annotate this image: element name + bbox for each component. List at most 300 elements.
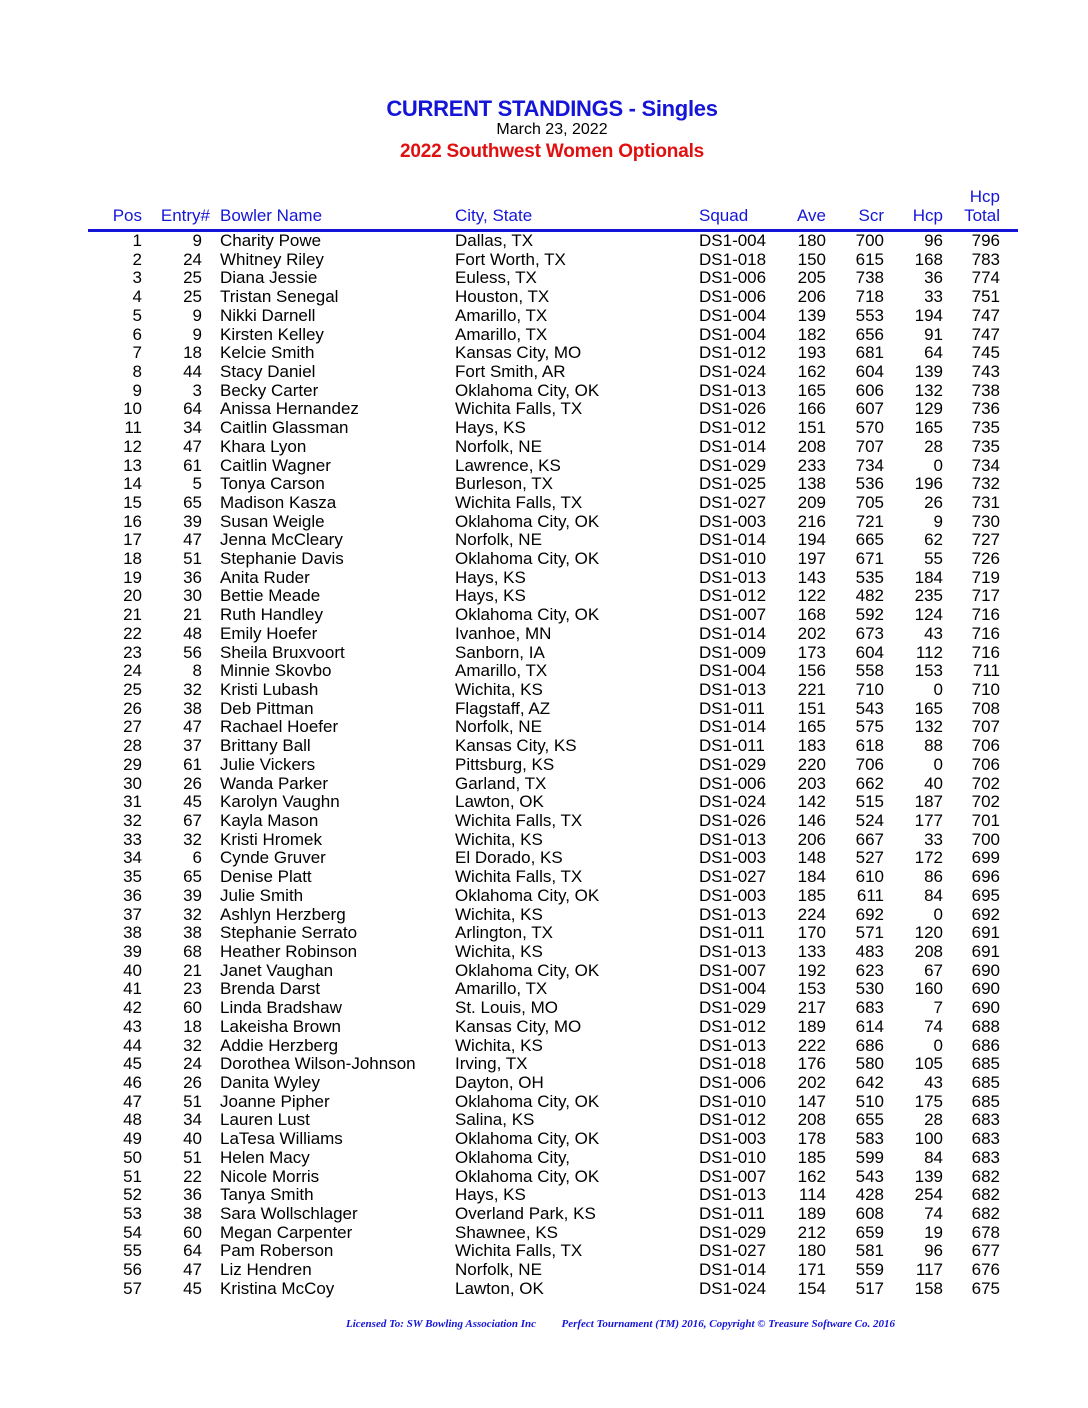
cell-bowler-name: Stephanie Davis	[220, 549, 344, 569]
cell-pos: 17	[123, 530, 142, 550]
cell-entry: 36	[183, 1185, 202, 1205]
cell-scr: 665	[855, 530, 884, 550]
cell-pos: 8	[132, 361, 142, 381]
cell-pos: 30	[123, 773, 142, 793]
table-row	[0, 1092, 1088, 1111]
cell-city-state: Oklahoma City, OK	[455, 1166, 600, 1186]
cell-bowler-name: Nicole Morris	[220, 1166, 320, 1186]
cell-pos: 21	[123, 605, 142, 625]
table-row	[0, 717, 1088, 736]
col-header-squad: Squad	[699, 206, 749, 225]
cell-bowler-name: Wanda Parker	[220, 773, 329, 793]
cell-entry: 39	[183, 511, 202, 531]
cell-entry: 45	[183, 1278, 202, 1298]
cell-city-state: Hays, KS	[455, 418, 526, 438]
cell-scr: 580	[855, 1054, 884, 1074]
cell-hcp-total: 688	[971, 1016, 1000, 1036]
cell-ave: 151	[797, 418, 826, 438]
cell-scr: 671	[855, 549, 884, 569]
cell-hcp-total: 716	[971, 605, 1000, 625]
cell-squad: DS1-010	[699, 549, 767, 569]
cell-scr: 517	[855, 1278, 884, 1298]
cell-hcp-total: 710	[971, 680, 1000, 700]
cell-hcp-total: 719	[971, 567, 1000, 587]
cell-ave: 206	[797, 287, 826, 307]
cell-hcp-total: 730	[971, 511, 1000, 531]
cell-pos: 22	[123, 623, 142, 643]
cell-ave: 189	[797, 1203, 826, 1223]
cell-squad: DS1-026	[699, 399, 767, 419]
cell-hcp: 112	[915, 642, 943, 662]
cell-entry: 32	[183, 1035, 202, 1055]
cell-scr: 686	[855, 1035, 884, 1055]
cell-hcp: 43	[924, 623, 943, 643]
cell-entry: 39	[183, 885, 202, 905]
cell-city-state: Kansas City, MO	[455, 1016, 582, 1036]
table-row	[0, 774, 1088, 793]
cell-squad: DS1-029	[699, 1222, 767, 1242]
cell-squad: DS1-025	[699, 474, 767, 494]
table-row	[0, 1054, 1088, 1073]
cell-squad: DS1-009	[699, 642, 767, 662]
cell-entry: 65	[183, 492, 202, 512]
table-row	[0, 811, 1088, 830]
cell-hcp-total: 708	[971, 698, 1000, 718]
cell-pos: 51	[123, 1166, 142, 1186]
table-row	[0, 493, 1088, 512]
cell-bowler-name: Linda Bradshaw	[220, 998, 342, 1018]
cell-hcp-total: 783	[971, 249, 1000, 269]
table-row	[0, 343, 1088, 362]
cell-ave: 150	[797, 249, 826, 269]
cell-squad: DS1-026	[699, 811, 767, 830]
cell-hcp-total: 676	[971, 1260, 1000, 1280]
cell-hcp-total: 717	[971, 586, 1000, 606]
cell-squad: DS1-014	[699, 717, 767, 737]
table-row	[0, 605, 1088, 624]
cell-city-state: Norfolk, NE	[455, 436, 542, 456]
table-row	[0, 848, 1088, 867]
cell-hcp-total: 692	[971, 904, 1000, 924]
cell-bowler-name: Denise Platt	[220, 867, 312, 887]
cell-entry: 60	[183, 998, 202, 1018]
cell-squad: DS1-010	[699, 1147, 767, 1167]
cell-city-state: Wichita Falls, TX	[455, 492, 583, 512]
cell-hcp: 67	[924, 960, 943, 980]
cell-hcp: 55	[924, 549, 943, 569]
cell-ave: 206	[797, 829, 826, 849]
cell-city-state: Oklahoma City, OK	[455, 605, 600, 625]
cell-scr: 583	[855, 1129, 884, 1149]
cell-city-state: Houston, TX	[455, 287, 550, 307]
cell-hcp: 88	[924, 736, 943, 756]
cell-ave: 221	[797, 680, 826, 700]
cell-city-state: Sanborn, IA	[455, 642, 545, 662]
footer	[346, 1318, 895, 1330]
cell-squad: DS1-003	[699, 1129, 767, 1149]
cell-bowler-name: Karolyn Vaughn	[220, 792, 340, 812]
cell-squad: DS1-004	[699, 305, 767, 325]
cell-bowler-name: Julie Smith	[220, 885, 304, 905]
cell-scr: 718	[855, 287, 884, 307]
cell-bowler-name: Liz Hendren	[220, 1260, 312, 1280]
cell-pos: 2	[132, 249, 142, 269]
cell-pos: 42	[123, 998, 142, 1018]
cell-squad: DS1-013	[699, 380, 767, 400]
cell-scr: 530	[855, 979, 884, 999]
table-row	[0, 998, 1088, 1017]
cell-scr: 553	[855, 305, 884, 325]
cell-pos: 36	[123, 885, 142, 905]
cell-hcp: 139	[914, 1166, 943, 1186]
cell-scr: 721	[855, 511, 884, 531]
cell-city-state: Garland, TX	[455, 773, 547, 793]
cell-entry: 61	[183, 455, 202, 475]
cell-entry: 8	[192, 661, 202, 681]
cell-ave: 193	[797, 343, 826, 363]
cell-city-state: Oklahoma City, OK	[455, 549, 600, 569]
table-row	[0, 886, 1088, 905]
cell-ave: 166	[797, 399, 826, 419]
cell-hcp-total: 796	[971, 231, 1000, 250]
cell-pos: 10	[123, 399, 142, 419]
cell-scr: 558	[855, 661, 884, 681]
cell-pos: 3	[132, 268, 142, 288]
cell-entry: 18	[183, 1016, 202, 1036]
cell-ave: 171	[797, 1260, 826, 1280]
cell-bowler-name: Madison Kasza	[220, 492, 337, 512]
cell-entry: 64	[183, 1241, 202, 1261]
cell-hcp-total: 690	[971, 998, 1000, 1018]
cell-squad: DS1-029	[699, 998, 767, 1018]
cell-hcp-total: 734	[971, 455, 1000, 475]
cell-hcp-total: 683	[971, 1129, 1000, 1149]
cell-city-state: Lawrence, KS	[455, 455, 561, 475]
cell-hcp: 91	[924, 324, 943, 344]
cell-hcp-total: 699	[971, 848, 1000, 868]
cell-hcp: 165	[914, 698, 943, 718]
table-row	[0, 792, 1088, 811]
cell-pos: 55	[123, 1241, 142, 1261]
cell-bowler-name: Lauren Lust	[220, 1110, 310, 1130]
cell-entry: 22	[183, 1166, 202, 1186]
cell-city-state: Wichita, KS	[455, 941, 543, 961]
cell-squad: DS1-027	[699, 1241, 767, 1261]
footer-copyright: Perfect Tournament (TM) 2016, Copyright © Treasure Software Co. 2016	[561, 1318, 895, 1330]
table-row	[0, 287, 1088, 306]
cell-ave: 148	[797, 848, 826, 868]
cell-scr: 700	[855, 231, 884, 250]
cell-pos: 6	[132, 324, 142, 344]
cell-bowler-name: Nikki Darnell	[220, 305, 316, 325]
cell-scr: 592	[855, 605, 884, 625]
cell-squad: DS1-011	[699, 736, 765, 756]
cell-bowler-name: Danita Wyley	[220, 1072, 320, 1092]
cell-scr: 606	[855, 380, 884, 400]
cell-ave: 168	[797, 605, 826, 625]
cell-scr: 483	[855, 941, 884, 961]
cell-hcp-total: 735	[971, 436, 1000, 456]
cell-squad: DS1-029	[699, 455, 767, 475]
table-row	[0, 586, 1088, 605]
cell-bowler-name: Bettie Meade	[220, 586, 321, 606]
cell-hcp: 28	[924, 436, 943, 456]
cell-ave: 146	[797, 811, 826, 830]
table-row	[0, 306, 1088, 325]
col-header-pos: Pos	[112, 206, 142, 225]
table-row	[0, 624, 1088, 643]
cell-bowler-name: Helen Macy	[220, 1147, 310, 1167]
table-row	[0, 1279, 1088, 1298]
cell-city-state: Hays, KS	[455, 1185, 526, 1205]
cell-pos: 47	[123, 1091, 142, 1111]
cell-pos: 56	[123, 1260, 142, 1280]
cell-entry: 38	[183, 698, 202, 718]
cell-ave: 182	[797, 324, 826, 344]
cell-squad: DS1-007	[699, 1166, 767, 1186]
cell-scr: 673	[855, 623, 884, 643]
cell-ave: 205	[797, 268, 826, 288]
cell-entry: 51	[183, 549, 202, 569]
cell-scr: 667	[855, 829, 884, 849]
cell-hcp: 172	[914, 848, 943, 868]
cell-city-state: Wichita, KS	[455, 904, 543, 924]
cell-squad: DS1-006	[699, 268, 767, 288]
table-row	[0, 680, 1088, 699]
cell-hcp: 40	[924, 773, 943, 793]
cell-scr: 510	[855, 1091, 884, 1111]
cell-hcp-total: 735	[971, 418, 1000, 438]
cell-ave: 176	[797, 1054, 826, 1074]
table-row	[0, 699, 1088, 718]
cell-city-state: Oklahoma City, OK	[455, 380, 600, 400]
cell-squad: DS1-012	[699, 586, 767, 606]
cell-hcp-total: 695	[971, 885, 1000, 905]
table-row	[0, 942, 1088, 961]
cell-city-state: Amarillo, TX	[455, 305, 548, 325]
cell-hcp: 105	[914, 1054, 943, 1074]
cell-hcp: 235	[914, 586, 943, 606]
cell-city-state: Oklahoma City, OK	[455, 1129, 600, 1149]
cell-bowler-name: Kristi Lubash	[220, 680, 319, 700]
col-header-hcp-total-top: Hcp	[969, 187, 1000, 206]
cell-ave: 165	[797, 380, 826, 400]
cell-city-state: Wichita, KS	[455, 680, 543, 700]
cell-entry: 51	[183, 1091, 202, 1111]
cell-ave: 151	[797, 698, 826, 718]
table-row	[0, 362, 1088, 381]
cell-scr: 734	[855, 455, 884, 475]
cell-hcp: 0	[933, 455, 943, 475]
cell-squad: DS1-007	[699, 605, 767, 625]
cell-hcp-total: 677	[971, 1241, 1000, 1261]
cell-hcp: 0	[933, 680, 943, 700]
cell-city-state: Dayton, OH	[455, 1072, 544, 1092]
cell-ave: 202	[797, 623, 826, 643]
cell-scr: 656	[855, 324, 884, 344]
cell-city-state: Amarillo, TX	[455, 324, 548, 344]
cell-hcp-total: 685	[971, 1091, 1000, 1111]
cell-squad: DS1-027	[699, 492, 767, 512]
cell-bowler-name: Kayla Mason	[220, 811, 319, 830]
cell-entry: 23	[183, 979, 202, 999]
table-row	[0, 867, 1088, 886]
cell-hcp: 96	[924, 1241, 943, 1261]
cell-hcp-total: 701	[971, 811, 1000, 830]
cell-entry: 26	[183, 1072, 202, 1092]
cell-city-state: Norfolk, NE	[455, 530, 542, 550]
cell-squad: DS1-004	[699, 661, 767, 681]
cell-ave: 162	[797, 361, 826, 381]
cell-entry: 67	[183, 811, 202, 830]
table-row	[0, 456, 1088, 475]
cell-squad: DS1-012	[699, 418, 767, 438]
cell-hcp: 208	[914, 941, 943, 961]
cell-hcp-total: 747	[971, 305, 1000, 325]
table-row	[0, 961, 1088, 980]
cell-hcp-total: 691	[971, 923, 1000, 943]
cell-scr: 607	[855, 399, 884, 419]
cell-squad: DS1-006	[699, 287, 767, 307]
cell-hcp-total: 747	[971, 324, 1000, 344]
cell-hcp: 64	[924, 343, 943, 363]
cell-entry: 5	[192, 474, 202, 494]
cell-hcp-total: 774	[971, 268, 1000, 288]
cell-entry: 47	[183, 436, 202, 456]
table-row	[0, 923, 1088, 942]
cell-entry: 60	[183, 1222, 202, 1242]
cell-scr: 543	[855, 1166, 884, 1186]
cell-hcp-total: 685	[971, 1072, 1000, 1092]
cell-ave: 122	[797, 586, 826, 606]
cell-squad: DS1-013	[699, 904, 767, 924]
cell-hcp: 62	[924, 530, 943, 550]
cell-ave: 184	[797, 867, 826, 887]
cell-entry: 3	[192, 380, 202, 400]
cell-bowler-name: LaTesa Williams	[220, 1129, 343, 1149]
cell-scr: 707	[855, 436, 884, 456]
cell-entry: 36	[183, 567, 202, 587]
cell-entry: 21	[183, 960, 202, 980]
cell-ave: 189	[797, 1016, 826, 1036]
cell-pos: 26	[123, 698, 142, 718]
cell-pos: 5	[132, 305, 142, 325]
cell-scr: 524	[855, 811, 884, 830]
table-row	[0, 549, 1088, 568]
cell-city-state: Wichita, KS	[455, 829, 543, 849]
cell-entry: 18	[183, 343, 202, 363]
cell-city-state: Wichita Falls, TX	[455, 811, 583, 830]
cell-city-state: Amarillo, TX	[455, 661, 548, 681]
cell-ave: 197	[797, 549, 826, 569]
cell-hcp: 168	[914, 249, 943, 269]
cell-hcp: 74	[924, 1203, 943, 1223]
cell-pos: 14	[123, 474, 142, 494]
cell-city-state: Oklahoma City, OK	[455, 511, 600, 531]
table-row	[0, 1036, 1088, 1055]
cell-hcp: 184	[914, 567, 943, 587]
cell-city-state: Lawton, OK	[455, 792, 544, 812]
table-row	[0, 830, 1088, 849]
cell-hcp: 74	[924, 1016, 943, 1036]
cell-entry: 44	[183, 361, 202, 381]
cell-scr: 710	[855, 680, 884, 700]
cell-hcp-total: 736	[971, 399, 1000, 419]
table-row	[0, 905, 1088, 924]
cell-hcp: 196	[914, 474, 943, 494]
cell-pos: 16	[123, 511, 142, 531]
cell-scr: 536	[855, 474, 884, 494]
cell-city-state: Overland Park, KS	[455, 1203, 596, 1223]
cell-hcp: 124	[914, 605, 943, 625]
cell-bowler-name: Joanne Pipher	[220, 1091, 330, 1111]
cell-hcp-total: 732	[971, 474, 1000, 494]
cell-pos: 11	[124, 418, 142, 438]
table-row	[0, 250, 1088, 269]
cell-city-state: Salina, KS	[455, 1110, 535, 1130]
cell-entry: 51	[183, 1147, 202, 1167]
cell-bowler-name: Becky Carter	[220, 380, 319, 400]
cell-scr: 692	[855, 904, 884, 924]
cell-pos: 1	[132, 231, 142, 250]
cell-ave: 139	[797, 305, 826, 325]
cell-hcp-total: 683	[971, 1147, 1000, 1167]
cell-bowler-name: Kristi Hromek	[220, 829, 323, 849]
cell-entry: 47	[183, 530, 202, 550]
cell-squad: DS1-024	[699, 792, 767, 812]
cell-bowler-name: Deb Pittman	[220, 698, 314, 718]
cell-hcp: 132	[914, 380, 943, 400]
cell-scr: 706	[855, 754, 884, 774]
cell-bowler-name: Susan Weigle	[220, 511, 325, 531]
col-header-hcp-total-bottom: Total	[964, 206, 1000, 225]
cell-entry: 40	[183, 1129, 202, 1149]
cell-pos: 52	[123, 1185, 142, 1205]
cell-hcp-total: 745	[971, 343, 1000, 363]
cell-hcp-total: 751	[971, 287, 1000, 307]
cell-ave: 153	[797, 979, 826, 999]
cell-city-state: Burleson, TX	[455, 474, 553, 494]
cell-ave: 142	[797, 792, 826, 812]
cell-entry: 61	[183, 754, 202, 774]
cell-ave: 180	[797, 1241, 826, 1261]
cell-squad: DS1-010	[699, 1091, 767, 1111]
cell-hcp-total: 702	[971, 773, 1000, 793]
cell-city-state: Wichita Falls, TX	[455, 1241, 583, 1261]
cell-hcp: 194	[914, 305, 943, 325]
cell-entry: 34	[183, 418, 202, 438]
cell-ave: 233	[797, 455, 826, 475]
cell-hcp-total: 691	[971, 941, 1000, 961]
cell-bowler-name: Stacy Daniel	[220, 361, 316, 381]
cell-hcp-total: 682	[971, 1166, 1000, 1186]
cell-bowler-name: Caitlin Wagner	[220, 455, 331, 475]
cell-pos: 7	[132, 343, 142, 363]
cell-pos: 31	[123, 792, 142, 812]
cell-hcp-total: 731	[971, 492, 1000, 512]
cell-city-state: Hays, KS	[455, 567, 526, 587]
cell-city-state: Ivanhoe, MN	[455, 623, 552, 643]
cell-squad: DS1-007	[699, 960, 767, 980]
cell-hcp: 0	[933, 754, 943, 774]
col-header-scr: Scr	[858, 206, 884, 225]
cell-hcp-total: 702	[971, 792, 1000, 812]
cell-hcp-total: 706	[971, 736, 1000, 756]
cell-bowler-name: Diana Jessie	[220, 268, 318, 288]
cell-city-state: Euless, TX	[455, 268, 537, 288]
cell-hcp: 0	[933, 1035, 943, 1055]
cell-hcp-total: 685	[971, 1054, 1000, 1074]
